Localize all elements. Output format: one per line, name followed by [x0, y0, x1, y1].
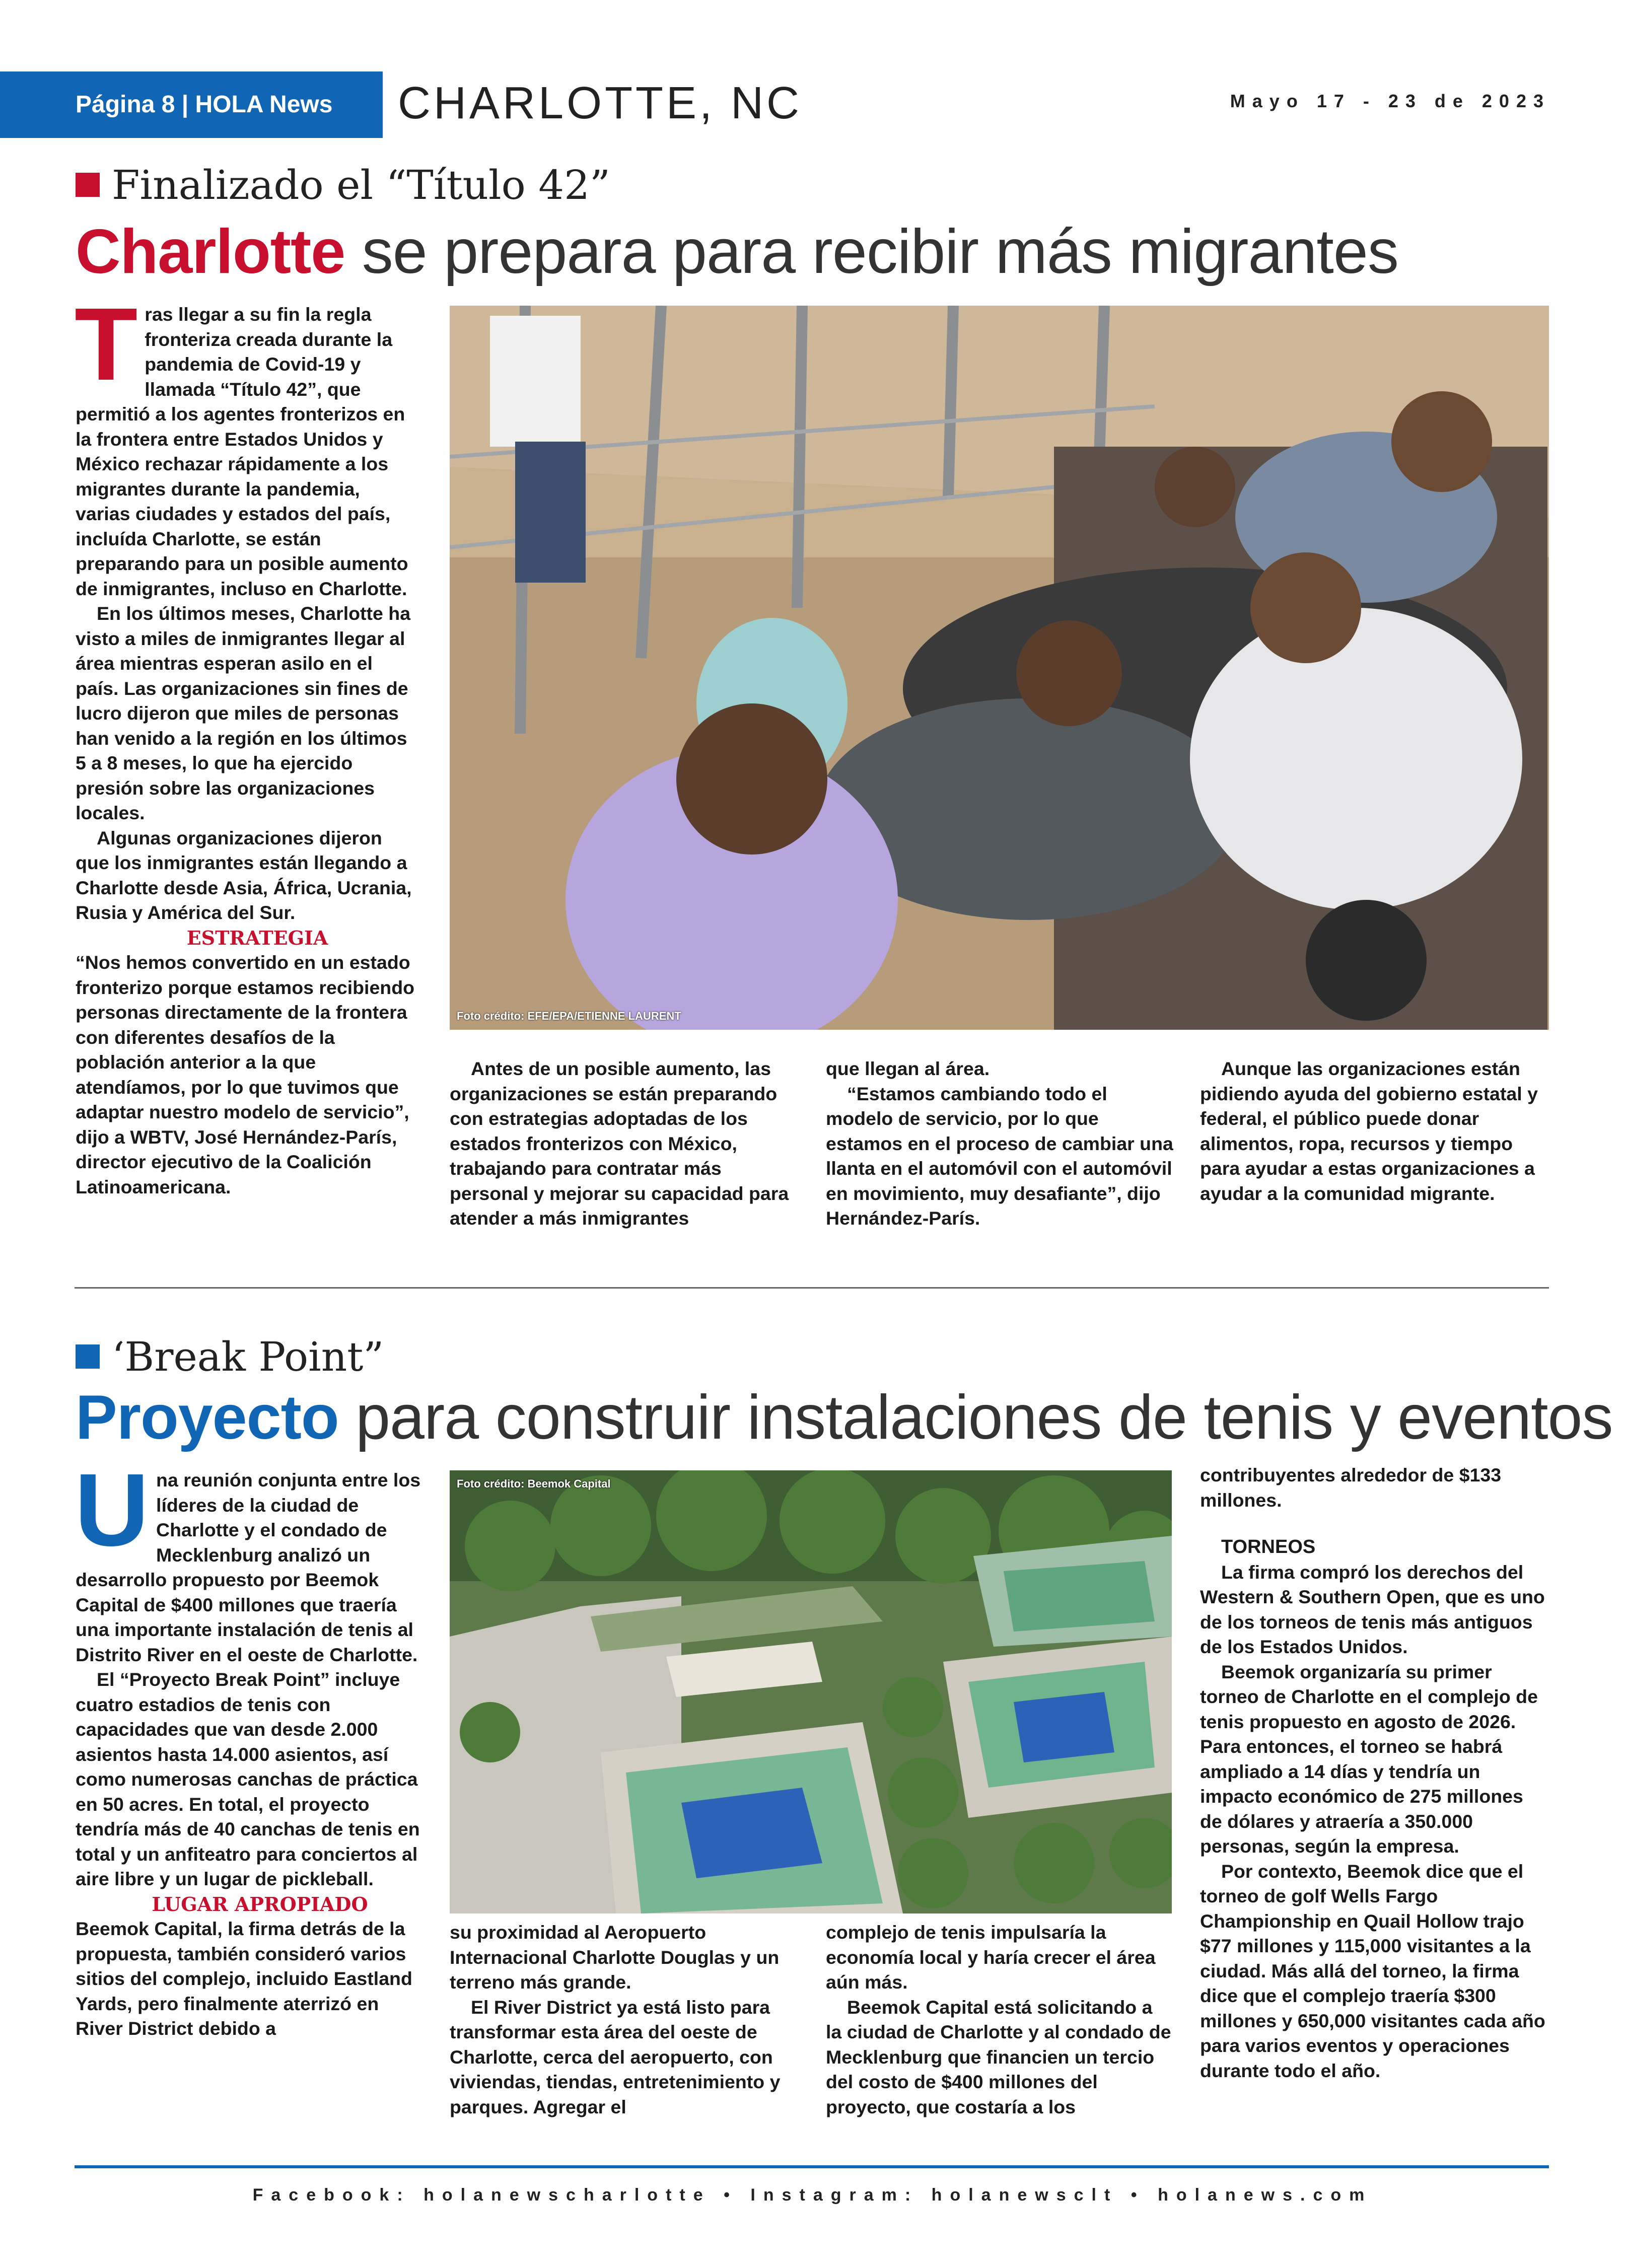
article2-paragraph-2: El “Proyecto Break Point” incluye cuatro estadios de tenis con capacidades que van desde 2.000 asientos hasta 14.000 asientos, así como numerosas canchas de práctica en 50 acres. En total, el proyecto tendría más de 40 canchas de tenis en total y un anfiteatro para conciertos al aire libre y un lugar de pickleball.: [76, 1669, 420, 1889]
article2-col2a-text: su proximidad al Aeropuerto Internacional Charlotte Douglas y un terreno más grande.: [450, 1922, 780, 1993]
article1-photo-credit: Foto crédito: EFE/EPA/ETIENNE LAURENT: [457, 1010, 681, 1022]
article2-kicker-text: ‘Break Point”: [112, 1333, 384, 1380]
section-divider: [75, 1287, 1549, 1289]
article2-col4c-text: Beemok organizaría su primer torneo de Charlotte en el complejo de tenis propuesto en agosto de 2026. Para entonces, el torneo se habrá ampliado a 14 días y tendría un impacto económico de 275 millones de dólares y atraería a 350.000 personas, según la empresa.: [1200, 1661, 1538, 1857]
article2-col4d-text: Por contexto, Beemok dice que el torneo de golf Wells Fargo Championship en Quail Hollow trajo $77 millones y 115,000 visitantes a la ciudad. Más allá del torneo, la firma dice que el complejo traería $300 millones y 650,000 visitantes cada año para varios eventos y operaciones durante todo el año.: [1200, 1860, 1545, 2081]
article2-column-3: [826, 1920, 1173, 2119]
article1-column-1: [75, 287, 418, 1199]
article1-drop-cap: T: [75, 287, 138, 402]
article2-col4a-text: contribuyentes alrededor de $133 millones.: [1200, 1464, 1502, 1511]
migrants-photo: [450, 306, 1549, 1030]
page-tag: Página 8 | HOLA News: [0, 72, 383, 138]
article2-headline-bold: Proyecto: [76, 1383, 339, 1452]
article1-paragraph-1: [75, 287, 418, 601]
article2-paragraph-1: [75, 1452, 423, 1667]
article1-column-3: [826, 1056, 1173, 1231]
article2-drop-cap: U: [75, 1452, 150, 1568]
article2-col3b-text: Beemok Capital está solicitando a la ciudad de Charlotte y al condado de Mecklenburg que financien un tercio del costo de $400 millones del proyecto, que costaría a los: [826, 1996, 1171, 2117]
article2-col2b-text: El River District ya está listo para transformar esta área del oeste de Charlotte, cerca del aeropuerto, con viviendas, tiendas, entretenimiento y parques. Agregar el: [450, 1996, 781, 2117]
article1-column-4: [1200, 1056, 1547, 1206]
article2-photo-credit: Foto crédito: Beemok Capital: [457, 1477, 611, 1490]
article1-col4-text: Aunque las organizaciones están pidiendo ayuda del gobierno estatal y federal, el público puede donar alimentos, ropa, recursos y tiempo para ayudar a estas organizaciones a ayudar a la comunidad migrante.: [1200, 1058, 1538, 1204]
blue-square-icon: [76, 1344, 100, 1369]
article2-kicker: [76, 1332, 384, 1382]
paragraph-gap: [1200, 1513, 1547, 1535]
article1-kicker: [76, 160, 610, 210]
article1-subhead: ESTRATEGIA: [186, 926, 328, 949]
article1-paragraph-3: Algunas organizaciones dijeron que los inmigrantes están llegando a Charlotte desde Asia, África, Ucrania, Rusia y América del Sur.: [76, 827, 412, 923]
article1-col3b-text: “Estamos cambiando todo el modelo de servicio, por lo que estamos en el proceso de cambiar una llanta en el automóvil con el automóvil en movimiento, muy desafiante”, dijo Hernández-París.: [826, 1083, 1173, 1229]
article1-col3a-text: que llegan al área.: [826, 1058, 990, 1079]
article1-headline: [76, 217, 1398, 287]
section-city: CHARLOTTE, NC: [398, 78, 803, 128]
article1-column-2: [450, 1056, 797, 1231]
article1-paragraph-4: “Nos hemos convertido en un estado fronterizo porque estamos recibiendo personas directamente de la frontera con diferentes desafíos de la población anterior a la que atendíamos, por lo que tuvimos que adaptar nuestro modelo de servicio”, dijo a WBTV, José Hernández-París, director ejecutivo de la Coalición Latinoamericana.: [76, 952, 415, 1197]
article2-column-2: [450, 1920, 797, 2119]
tennis-complex-rendering: [450, 1470, 1172, 1913]
article2-col3a-text: complejo de tenis impulsaría la economía local y haría crecer el área aún más.: [826, 1922, 1156, 1993]
article2-subhead2: TORNEOS: [1221, 1536, 1316, 1557]
article2-headline: [76, 1382, 1612, 1453]
article2-p1-text: na reunión conjunta entre los líderes de la ciudad de Charlotte y el condado de Mecklenburg analizó un desarrollo propuesto por Beemok Capital de $400 millones que traería una importante instalación de tenis al Distrito River en el oeste de Charlotte.: [76, 1469, 421, 1665]
article1-kicker-text: Finalizado el “Título 42”: [112, 162, 610, 208]
article2-col4b-text: La firma compró los derechos del Western & Southern Open, que es uno de los torneos de tenis más antiguos de los Estados Unidos.: [1200, 1561, 1545, 1657]
article2-column-1: [75, 1452, 423, 2041]
article1-p1-text: ras llegar a su fin la regla fronteriza creada durante la pandemia de Covid-19 y llamada “Título 42”, que permitió a los agentes fronterizos en la frontera entre Estados Unidos y México rechazar rápidamente a los migrantes durante la pandemia, varias ciudades y estados del país, incluída Charlotte, se están preparando para un posible aumento de inmigrantes, incluso en Charlotte.: [76, 304, 408, 599]
article2-column-4: [1200, 1463, 1547, 2083]
red-square-icon: [76, 173, 100, 197]
migrants-photo-illustration: [450, 306, 1549, 1030]
article2-subhead: LUGAR APROPIADO: [152, 1892, 368, 1916]
article1-paragraph-2: En los últimos meses, Charlotte ha visto a miles de inmigrantes llegar al área mientras esperan asilo en el país. Las organizaciones sin fines de lucro dijeron que miles de personas han venido a la región en los últimos 5 a 8 meses, lo que ha ejercido presión sobre las organizaciones locales.: [76, 603, 411, 823]
article1-headline-bold: Charlotte: [76, 217, 345, 287]
footer-social: Facebook: holanewscharlotte • Instagram: holanewsclt • holanews.com: [252, 2185, 1373, 2205]
issue-date: Mayo 17 - 23 de 2023: [1230, 91, 1550, 111]
article2-headline-rest: para construir instalaciones de tenis y eventos: [338, 1383, 1613, 1452]
footer-rule: [75, 2165, 1549, 2168]
article1-headline-rest: se prepara para recibir más migrantes: [345, 217, 1398, 287]
article1-col2-text: Antes de un posible aumento, las organizaciones se están preparando con estrategias adoptadas de los estados fronterizos con México, trabajando para contratar más personal y mejorar su capacidad para atender a más inmigrantes: [450, 1058, 789, 1229]
article2-paragraph-3: Beemok Capital, la firma detrás de la propuesta, también consideró varios sitios del complejo, incluido Eastland Yards, pero finalmente aterrizó en River District debido a: [76, 1918, 412, 2039]
tennis-complex-illustration: [450, 1470, 1172, 1913]
